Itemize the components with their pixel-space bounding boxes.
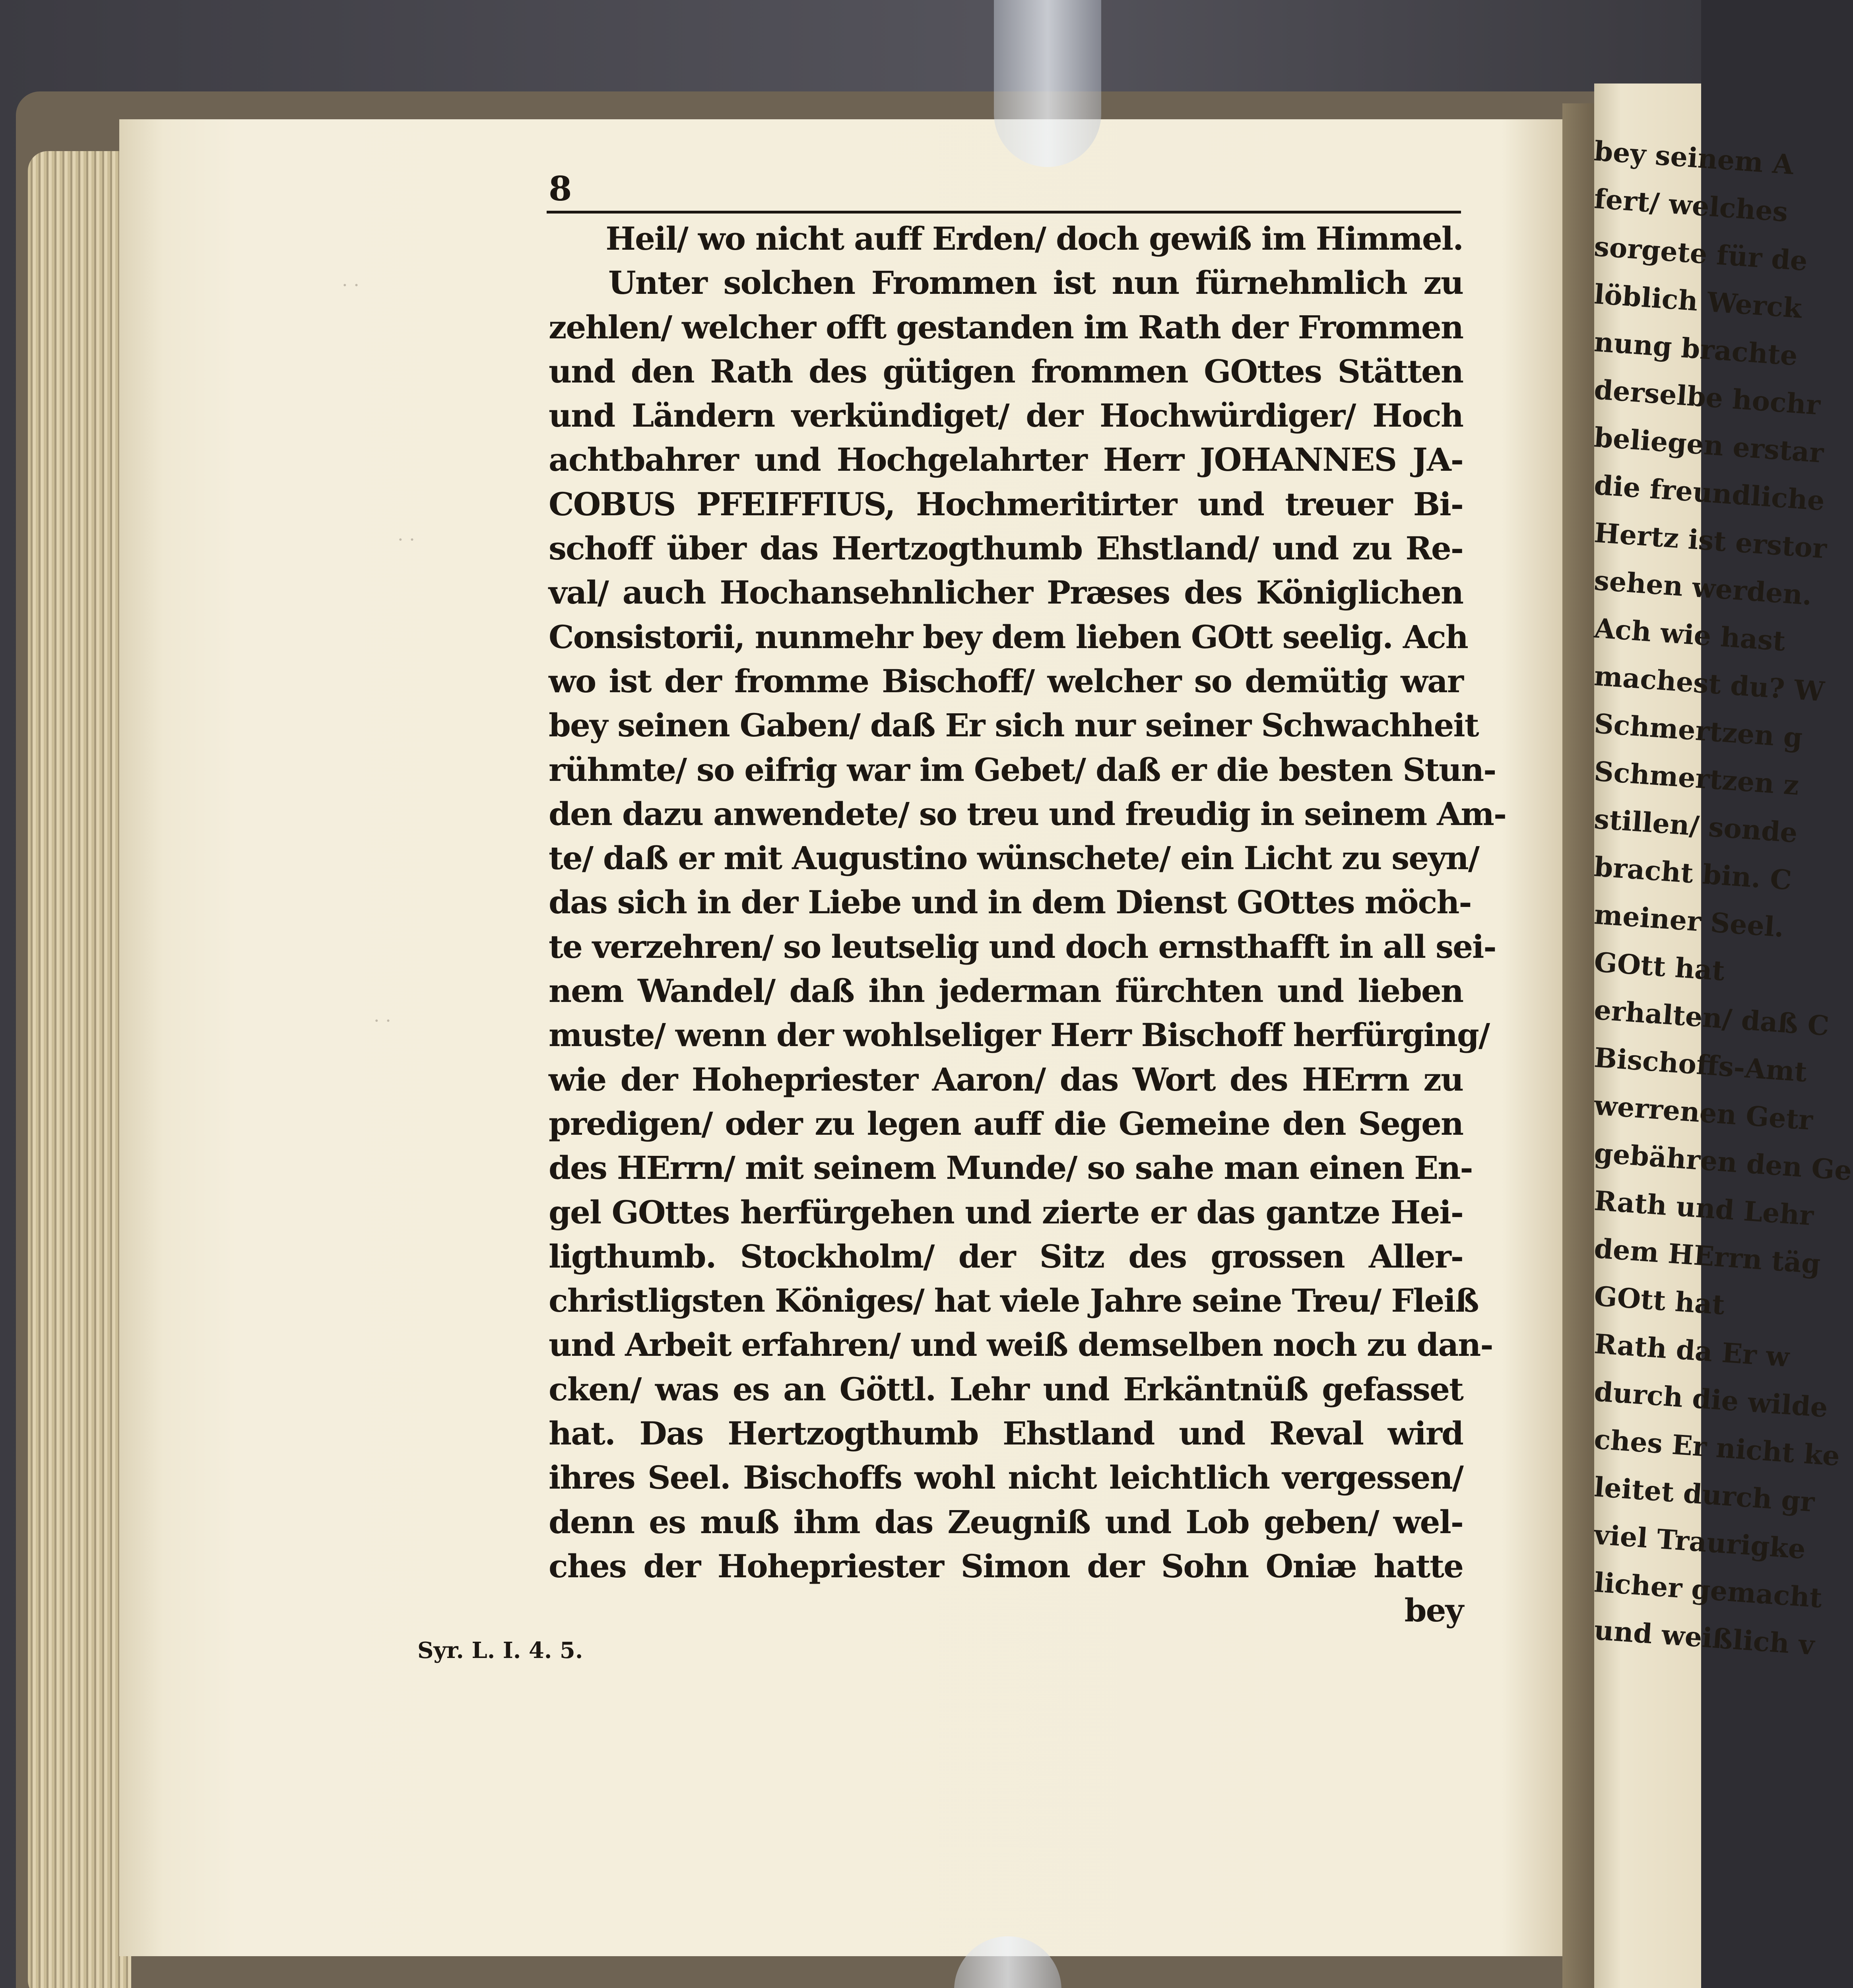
top-page-clip	[994, 0, 1101, 167]
facing-page-line: erhalten/ daß C	[1593, 994, 1830, 1043]
facing-page-line: sehen werden.	[1593, 565, 1813, 612]
text-line: das sich in der Liebe und in dem Dienst GOttes möch-	[549, 883, 1471, 921]
text-line: rühmte/ so eifrig war im Gebet/ daß er die besten Stun-	[549, 751, 1496, 788]
facing-page-line: sorgete für de	[1593, 231, 1809, 278]
facing-page-line: Ach wie hast	[1593, 612, 1787, 658]
facing-page-line: Bischoffs-Amt	[1593, 1042, 1808, 1089]
facing-page-line: GOtt hat	[1593, 1280, 1726, 1321]
facing-page-line: meiner Seel.	[1593, 899, 1785, 944]
facing-page-line: fert/ welches	[1593, 183, 1789, 228]
text-line: den dazu anwendete/ so treu und freudig in seinem Am-	[549, 795, 1506, 833]
text-line: achtbahrer und Hochgelahrter Herr JOHANNES JA-	[549, 441, 1463, 479]
facing-page-line: nung brachte	[1593, 326, 1799, 372]
facing-page-line: Schmertzen z	[1593, 755, 1800, 802]
header-rule	[547, 211, 1461, 214]
body-text	[549, 217, 1506, 1633]
facing-page-line: beliegen erstar	[1593, 421, 1825, 470]
text-line: cken/ was es an Göttl. Lehr und Erkäntnüß gefasset	[549, 1370, 1463, 1408]
facing-page-line: Rath und Lehr	[1593, 1185, 1815, 1232]
page-number: 8	[549, 169, 572, 208]
text-line: ligthumb. Stockholm/ der Sitz des grossen Aller-	[549, 1237, 1463, 1275]
text-line: Consistorii, nunmehr bey dem lieben GOtt seelig. Ach	[549, 618, 1468, 656]
text-line: schoff über das Hertzogthumb Ehstland/ und zu Re-	[549, 530, 1463, 567]
text-line: Unter solchen Frommen ist nun fürnehmlich zu	[608, 264, 1463, 302]
text-line: hat. Das Hertzogthumb Ehstland und Reval wird	[549, 1415, 1463, 1452]
text-line: wie der Hohepriester Aaron/ das Wort des HErrn zu	[549, 1060, 1463, 1098]
margin-note: Syr. L. I. 4. 5.	[417, 1637, 583, 1664]
bleed-through-text: · ·	[374, 1010, 391, 1031]
text-line: und Arbeit erfahren/ und weiß demselben noch zu dan-	[549, 1326, 1493, 1364]
facing-page-line: licher gemacht	[1593, 1567, 1823, 1614]
text-line: muste/ wenn der wohlseliger Herr Bischoff herfürging/	[549, 1016, 1490, 1054]
text-line: te verzehren/ so leutselig und doch ernsthafft in all sei-	[549, 928, 1496, 965]
facing-page-line: leitet durch gr	[1593, 1471, 1816, 1518]
facing-page-line: Schmertzen g	[1593, 708, 1804, 754]
text-line: te/ daß er mit Augustino wünschete/ ein Licht zu seyn/	[549, 839, 1479, 877]
text-line: ihres Seel. Bischoffs wohl nicht leichtlich vergessen/	[549, 1459, 1463, 1497]
facing-page-line: bracht bin. C	[1593, 851, 1793, 897]
page-edges	[28, 151, 131, 1988]
text-line: gel GOttes herfürgehen und zierte er das gantze Hei-	[549, 1193, 1463, 1231]
text-line: ches der Hohepriester Simon der Sohn Oniæ hatte	[549, 1547, 1463, 1585]
facing-page-line: die freundliche	[1593, 469, 1826, 517]
text-line: nem Wandel/ daß ihn jederman fürchten und lieben	[549, 972, 1463, 1010]
text-line: und den Rath des gütigen frommen GOttes Stätten	[549, 352, 1463, 390]
facing-page-line: Hertz ist erstor	[1593, 517, 1828, 565]
facing-page-line: gebähren den Ge	[1593, 1137, 1853, 1187]
bleed-through-text: · ·	[398, 529, 415, 550]
text-line: COBUS PFEIFFIUS, Hochmeritirter und treuer Bi-	[549, 485, 1463, 523]
text-line: zehlen/ welcher offt gestanden im Rath der Frommen	[549, 308, 1463, 346]
bleed-through-text: · ·	[342, 274, 359, 296]
facing-page-line: stillen/ sonde	[1593, 803, 1799, 849]
facing-page-line: derselbe hochr	[1593, 374, 1822, 421]
facing-page-line: GOtt hat	[1593, 946, 1726, 987]
facing-page-line: dem HErrn täg	[1593, 1233, 1822, 1280]
text-line: Heil/ wo nicht auff Erden/ doch gewiß im Himmel.	[605, 220, 1463, 257]
facing-page-line: bey seinem A	[1593, 135, 1795, 181]
text-line: denn es muß ihm das Zeugniß und Lob geben/ wel-	[549, 1503, 1463, 1541]
facing-page-line: löblich Werck	[1593, 278, 1803, 325]
facing-page-line: und weißlich v	[1593, 1614, 1816, 1662]
text-line: christligsten Königes/ hat viele Jahre seine Treu/ Fleiß	[549, 1282, 1479, 1320]
facing-page-line: werrenen Getr	[1593, 1089, 1814, 1137]
text-line: und Ländern verkündiget/ der Hochwürdiger/ Hoch	[549, 397, 1463, 435]
text-line: des HErrn/ mit seinem Munde/ so sahe man einen En-	[549, 1149, 1473, 1187]
text-line: wo ist der fromme Bischoff/ welcher so demütig war	[549, 662, 1463, 700]
text-line: bey	[1404, 1592, 1463, 1629]
text-line: bey seinen Gaben/ daß Er sich nur seiner Schwachheit	[549, 707, 1479, 744]
facing-page-line: ches Er nicht ke	[1593, 1423, 1841, 1473]
text-line: val/ auch Hochansehnlicher Præses des Königlichen	[549, 574, 1463, 612]
facing-page-line: durch die wilde	[1593, 1376, 1829, 1424]
text-line: predigen/ oder zu legen auff die Gemeine den Segen	[549, 1105, 1463, 1142]
facing-page-line: machest du? W	[1593, 660, 1826, 708]
facing-page-line: Rath da Er w	[1593, 1328, 1791, 1374]
facing-page-edge	[1593, 83, 1853, 1988]
facing-page-line: viel Traurigke	[1593, 1519, 1807, 1566]
